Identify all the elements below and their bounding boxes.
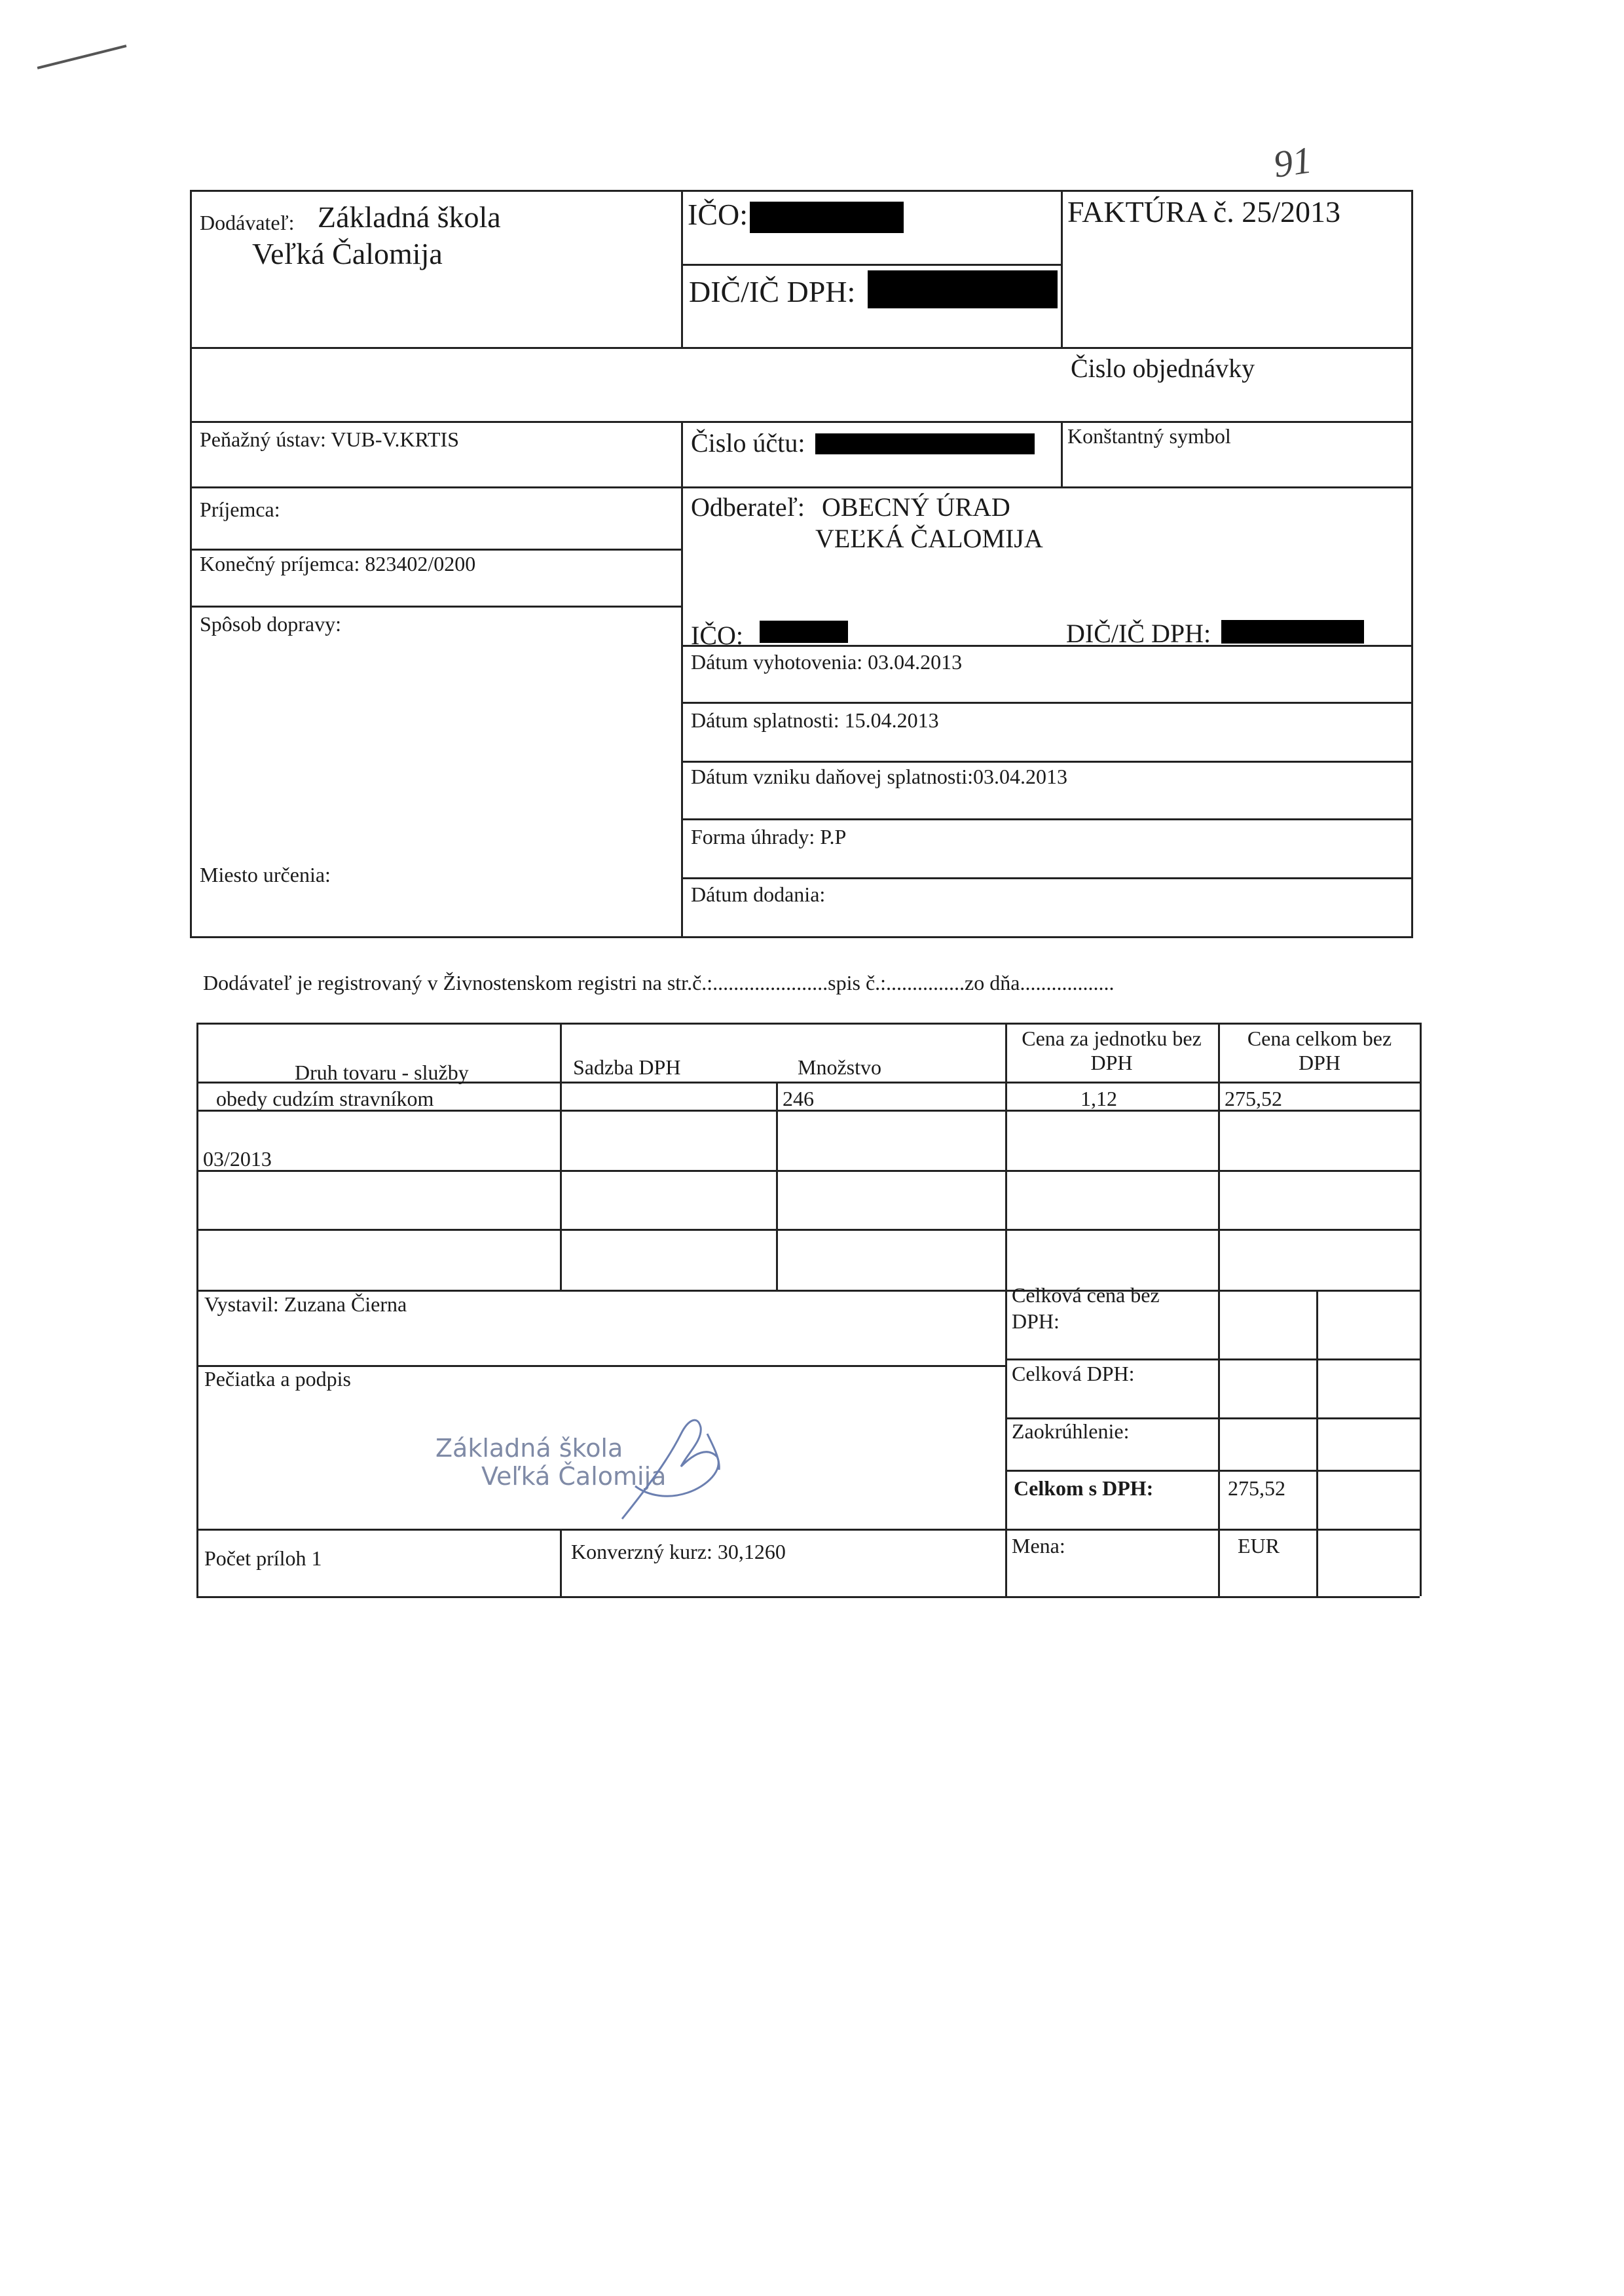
customer-ico-label: IČO: (691, 621, 743, 650)
customer-label: Odberateľ: (691, 492, 805, 522)
customer-ico-redacted (760, 621, 848, 643)
account-number-label: Čislo účtu: (691, 428, 805, 458)
grand-total-label: Celkom s DPH: (1014, 1476, 1154, 1500)
supplier-name-line1: Základná škola (318, 200, 501, 234)
currency-value: EUR (1238, 1534, 1280, 1558)
ico-label: IČO: (688, 198, 748, 231)
delivery-date-label: Dátum dodania: (691, 883, 826, 906)
row1-goods: obedy cudzím stravníkom (216, 1087, 434, 1110)
constant-symbol-label: Konštantný symbol (1067, 424, 1231, 448)
delivery-method-label: Spôsob dopravy: (200, 612, 341, 636)
dic-label: DIČ/IČ DPH: (689, 275, 856, 308)
attachments-count: Počet príloh 1 (204, 1546, 322, 1570)
handwritten-page-number: 91 (1270, 138, 1315, 186)
destination-label: Miesto určenia: (200, 863, 331, 886)
dic-redacted (868, 270, 1058, 308)
supplier-name-line2: Veľká Čalomija (252, 237, 443, 270)
header-quantity: Množstvo (798, 1055, 881, 1079)
invoice-title: FAKTÚRA č. 25/2013 (1067, 195, 1340, 228)
school-stamp-line2: Veľká Čalomija (481, 1462, 667, 1491)
payment-method: Forma úhrady: P.P (691, 825, 847, 848)
header-goods: Druh tovaru - služby (295, 1061, 469, 1084)
order-number-label: Čislo objednávky (1071, 354, 1255, 383)
scan-mark (37, 45, 127, 69)
total-net-label: Celková cena bez DPH: (1012, 1283, 1160, 1333)
header-vat-rate: Sadzba DPH (573, 1055, 681, 1079)
conversion-rate: Konverzný kurz: 30,1260 (571, 1540, 786, 1563)
account-number-redacted (815, 433, 1035, 454)
grand-total-value: 275,52 (1228, 1476, 1285, 1500)
customer-dic-redacted (1221, 620, 1364, 644)
ico-redacted (750, 202, 904, 233)
school-stamp-line1: Základná škola (435, 1434, 623, 1463)
issue-date: Dátum vyhotovenia: 03.04.2013 (691, 650, 963, 674)
stamp-signature-label: Pečiatka a podpis (204, 1367, 351, 1391)
row1-qty: 246 (783, 1087, 814, 1110)
registry-note: Dodávateľ je registrovaný v Živnostenskom registri na str.č.:......................spis č.:...............zo dňa.................. (203, 971, 1115, 994)
customer-name-line1: OBECNÝ ÚRAD (822, 492, 1010, 522)
recipient-label: Príjemca: (200, 498, 280, 521)
rounding-label: Zaokrúhlenie: (1012, 1419, 1130, 1443)
header-total-net: Cena celkom bez DPH (1247, 1027, 1392, 1074)
customer-name-line2: VEĽKÁ ČALOMIJA (815, 524, 1043, 553)
issued-by: Vystavil: Zuzana Čierna (204, 1292, 407, 1316)
currency-label: Mena: (1012, 1534, 1065, 1558)
supplier-label: Dodávateľ: (200, 211, 295, 234)
final-recipient: Konečný príjemca: 823402/0200 (200, 552, 476, 575)
row1-unit-price: 1,12 (1080, 1087, 1117, 1110)
due-date: Dátum splatnosti: 15.04.2013 (691, 708, 939, 732)
row2-goods: 03/2013 (203, 1147, 272, 1171)
tax-date: Dátum vzniku daňovej splatnosti:03.04.2013 (691, 765, 1068, 788)
bank-institution: Peňažný ústav: VUB-V.KRTIS (200, 428, 459, 451)
customer-dic-label: DIČ/IČ DPH: (1066, 619, 1211, 648)
signature-icon (609, 1408, 740, 1532)
row1-total: 275,52 (1225, 1087, 1282, 1110)
total-vat-label: Celková DPH: (1012, 1362, 1135, 1385)
header-unit-price: Cena za jednotku bez DPH (1022, 1027, 1202, 1074)
